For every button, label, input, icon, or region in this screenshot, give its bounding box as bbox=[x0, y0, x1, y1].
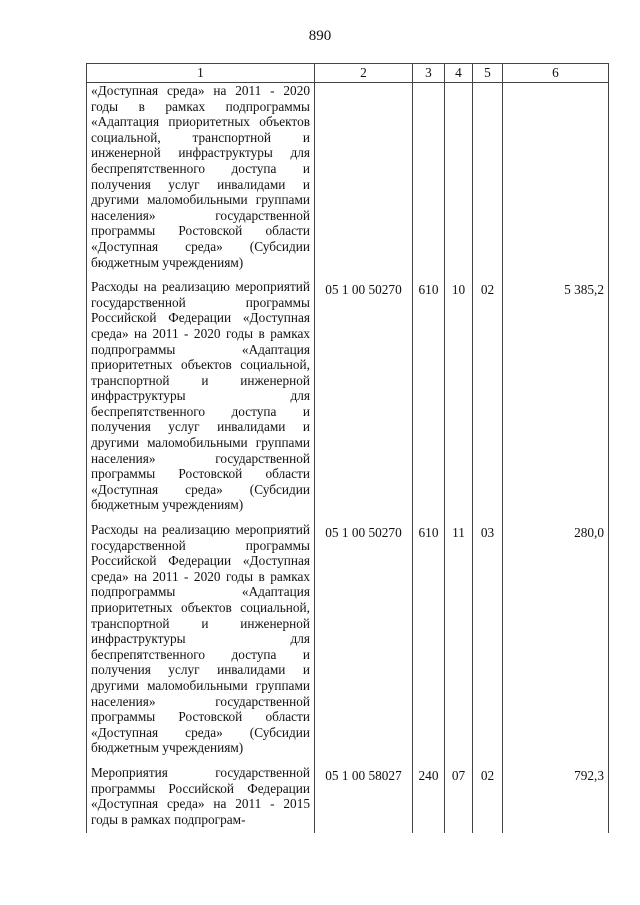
row-expense-type: 240 bbox=[413, 762, 445, 833]
row-amount: 792,3 bbox=[503, 762, 609, 833]
table-body bbox=[87, 83, 609, 834]
row-amount: 280,0 bbox=[503, 519, 609, 762]
header-col-4: 4 bbox=[445, 64, 473, 83]
header-col-3: 3 bbox=[413, 64, 445, 83]
table-row bbox=[87, 519, 609, 762]
table-row bbox=[87, 276, 609, 519]
row-subsection bbox=[473, 83, 503, 277]
row-description: «Доступная среда» на 2011 - 2020 годы в рамках подпрограммы «Адаптация приоритетных объектов социальной, транспортной и инженерной инфраструктуры для беспрепятственного доступа и получения услуг инвалидами и другими маломобильными группами населения» государственной программы Ростовской области «Доступная среда» (Субсидии бюджетным учреждениям) bbox=[87, 83, 315, 277]
table-header bbox=[87, 64, 609, 83]
table-row bbox=[87, 762, 609, 833]
row-expense-type: 610 bbox=[413, 276, 445, 519]
header-col-5: 5 bbox=[473, 64, 503, 83]
row-section: 10 bbox=[445, 276, 473, 519]
row-amount: 5 385,2 bbox=[503, 276, 609, 519]
table-row bbox=[87, 83, 609, 277]
page-number: 890 bbox=[308, 28, 332, 44]
header-col-6: 6 bbox=[503, 64, 609, 83]
row-target-code: 05 1 00 50270 bbox=[315, 519, 413, 762]
row-section: 07 bbox=[445, 762, 473, 833]
row-subsection: 03 bbox=[473, 519, 503, 762]
row-target-code bbox=[315, 83, 413, 277]
row-description: Расходы на реализацию мероприятий государственной программы Российской Федерации «Доступная среда» на 2011 - 2020 годы в рамках подпрограммы «Адаптация приоритетных объектов социальной, транспортной и инженерной инфраструктуры для беспрепятственного доступа и получения услуг инвалидами и другими маломобильными группами населения» государственной программы Ростовской области «Доступная среда» (Субсидии бюджетным учреждениям) bbox=[87, 276, 315, 519]
row-expense-type: 610 bbox=[413, 519, 445, 762]
row-description: Расходы на реализацию мероприятий государственной программы Российской Федерации «Доступная среда» на 2011 - 2020 годы в рамках подпрограммы «Адаптация приоритетных объектов социальной, транспортной и инженерной инфраструктуры для беспрепятственного доступа и получения услуг инвалидами и другими маломобильными группами населения» государственной программы Ростовской области «Доступная среда» (Субсидии бюджетным учреждениям) bbox=[87, 519, 315, 762]
header-row bbox=[87, 64, 609, 83]
row-target-code: 05 1 00 50270 bbox=[315, 276, 413, 519]
row-expense-type bbox=[413, 83, 445, 277]
row-subsection: 02 bbox=[473, 276, 503, 519]
header-col-1: 1 bbox=[87, 64, 315, 83]
row-section bbox=[445, 83, 473, 277]
header-col-2: 2 bbox=[315, 64, 413, 83]
row-description: Мероприятия государственной программы Российской Федерации «Доступная среда» на 2011 - 2015 годы в рамках подпрограм- bbox=[87, 762, 315, 833]
budget-table bbox=[86, 63, 609, 833]
row-section: 11 bbox=[445, 519, 473, 762]
row-subsection: 02 bbox=[473, 762, 503, 833]
row-target-code: 05 1 00 58027 bbox=[315, 762, 413, 833]
row-amount bbox=[503, 83, 609, 277]
